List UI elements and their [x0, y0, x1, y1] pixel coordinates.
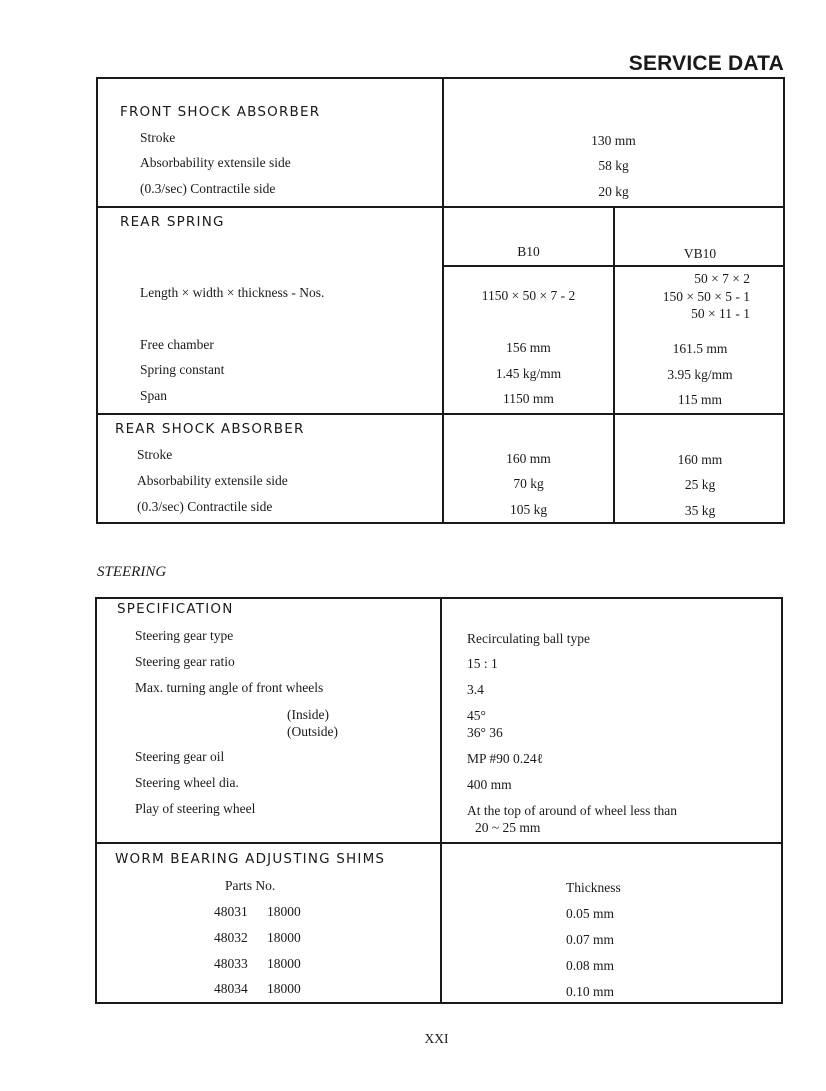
front-shock-stroke-label: Stroke — [140, 130, 176, 145]
rear-spring-span-b10: 1150 mm — [503, 391, 554, 406]
rear-shock-stroke-b10: 160 mm — [506, 451, 551, 466]
page-title: SERVICE DATA — [628, 52, 784, 75]
parts-no-label: Parts No. — [225, 878, 276, 893]
rear-shock-contractile-label: (0.3/sec) Contractile side — [137, 499, 273, 514]
steering-gear-oil-label: Steering gear oil — [135, 749, 225, 764]
steering-wheel-dia-label: Steering wheel dia. — [135, 775, 239, 790]
shim-thickness-2: 0.07 mm — [566, 932, 615, 947]
shim-thickness-1: 0.05 mm — [566, 906, 615, 921]
rear-shock-stroke-vb10: 160 mm — [677, 452, 723, 467]
steering-gear-oil-value: MP #90 0.24ℓ — [467, 751, 544, 766]
suspension-table-rule-1 — [96, 206, 785, 208]
shim-thickness-4: 0.10 mm — [566, 984, 615, 999]
max-turning-angle-value: 3.4 — [467, 682, 484, 697]
steering-gear-ratio-value: 15 : 1 — [467, 656, 498, 671]
play-of-steering-wheel-value: At the top of around of wheel less than — [467, 803, 677, 818]
steering-gear-type-label: Steering gear type — [135, 628, 234, 643]
suspension-table-rule-3 — [96, 413, 785, 415]
shim-thickness-3: 0.08 mm — [566, 958, 615, 973]
rear-shock-contractile-b10: 105 kg — [509, 502, 548, 517]
rear-spring-dims-vb10-1: 50 × 7 × 2 — [694, 271, 750, 286]
front-shock-contractile-value: 20 kg — [598, 184, 629, 199]
rear-spring-constant-vb10: 3.95 kg/mm — [667, 367, 733, 382]
shim-part-a-1: 48031 — [214, 904, 248, 919]
rear-shock-stroke-label: Stroke — [137, 447, 173, 462]
rear-shock-extensile-label: Absorbability extensile side — [137, 473, 288, 488]
front-shock-extensile-label: Absorbability extensile side — [140, 155, 291, 170]
rear-spring-span-label: Span — [140, 388, 167, 403]
steering-gear-type-value: Recirculating ball type — [467, 631, 590, 646]
rear-spring-dims-vb10-3: 50 × 11 - 1 — [691, 306, 750, 321]
rear-spring-col-b10: B10 — [517, 244, 540, 259]
rear-shock-heading: REAR SHOCK ABSORBER — [115, 421, 305, 437]
turning-inside-value: 45° — [467, 708, 486, 723]
shim-part-b-3: 18000 — [267, 956, 301, 971]
shim-part-b-2: 18000 — [267, 930, 301, 945]
rear-spring-dims-vb10-2: 150 × 50 × 5 - 1 — [662, 289, 750, 304]
shim-part-a-4: 48034 — [214, 981, 248, 996]
front-shock-contractile-label: (0.3/sec) Contractile side — [140, 181, 276, 196]
rear-spring-free-chamber-b10: 156 mm — [506, 340, 551, 355]
rear-spring-heading: REAR SPRING — [120, 214, 225, 230]
turning-inside-label: (Inside) — [287, 707, 329, 722]
play-of-steering-wheel-value-2: 20 ~ 25 mm — [475, 820, 541, 835]
front-shock-stroke-value: 130 mm — [591, 133, 636, 148]
steering-table-rule — [95, 842, 783, 844]
rear-shock-extensile-vb10: 25 kg — [684, 477, 716, 492]
steering-gear-ratio-label: Steering gear ratio — [135, 654, 235, 669]
shim-part-b-4: 18000 — [267, 981, 301, 996]
rear-spring-free-chamber-label: Free chamber — [140, 337, 214, 352]
max-turning-angle-label: Max. turning angle of front wheels — [135, 680, 324, 695]
turning-outside-value: 36° 36 — [467, 725, 503, 740]
steering-table-divider — [440, 597, 442, 1004]
page-number: XXI — [424, 1031, 449, 1046]
steering-section-title: STEERING — [97, 564, 167, 580]
play-of-steering-wheel-label: Play of steering wheel — [135, 801, 256, 816]
front-shock-extensile-value: 58 kg — [598, 158, 629, 173]
rear-shock-extensile-b10: 70 kg — [513, 476, 544, 491]
shim-part-a-3: 48033 — [214, 956, 248, 971]
rear-spring-free-chamber-vb10: 161.5 mm — [672, 341, 728, 356]
suspension-table-rule-2 — [442, 265, 785, 267]
rear-spring-col-vb10: VB10 — [683, 246, 717, 261]
steering-wheel-dia-value: 400 mm — [467, 777, 512, 792]
rear-spring-dims-b10: 1150 × 50 × 7 - 2 — [481, 288, 576, 303]
thickness-label: Thickness — [566, 880, 621, 895]
rear-spring-constant-b10: 1.45 kg/mm — [495, 366, 562, 381]
rear-spring-span-vb10: 115 mm — [677, 392, 723, 407]
worm-shims-heading: WORM BEARING ADJUSTING SHIMS — [115, 851, 386, 867]
specification-heading: SPECIFICATION — [117, 601, 234, 617]
turning-outside-label: (Outside) — [287, 724, 338, 739]
shim-part-b-1: 18000 — [267, 904, 301, 919]
rear-spring-constant-label: Spring constant — [140, 362, 225, 377]
rear-spring-dims-label: Length × width × thickness - Nos. — [140, 285, 325, 300]
shim-part-a-2: 48032 — [214, 930, 248, 945]
front-shock-heading: FRONT SHOCK ABSORBER — [120, 104, 321, 120]
rear-shock-contractile-vb10: 35 kg — [684, 503, 716, 518]
